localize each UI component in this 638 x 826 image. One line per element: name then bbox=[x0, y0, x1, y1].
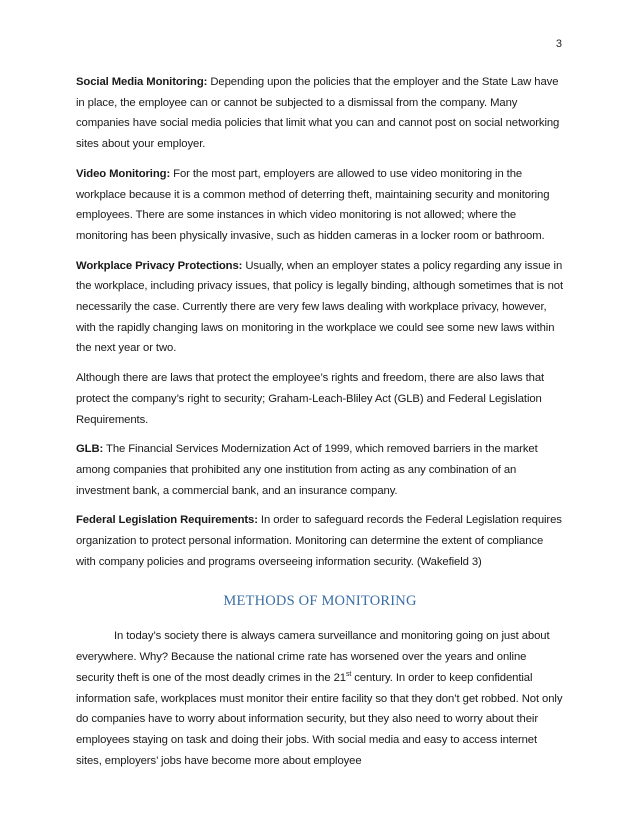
paragraph-federal-legislation bbox=[76, 510, 564, 572]
paragraph-video-monitoring bbox=[76, 164, 564, 247]
section-heading: METHODS OF MONITORING bbox=[223, 593, 417, 610]
superscript-st: st bbox=[345, 671, 352, 679]
paragraph-text: Although there are laws that protect the employee’s rights and freedom, there are also laws that protect the company’s right to security; Graham-Leach-Bliley Act (GLB) and Federal Legislation Requirements. bbox=[76, 372, 545, 426]
paragraph-glb bbox=[76, 439, 564, 501]
paragraph-laws-overview bbox=[76, 368, 564, 430]
paragraph-text: In order to safeguard records the Federal Legislation requires organization to protect personal information. Monitoring can determine the extent of compliance with company policies and programs overseeing information security. (Wakefield 3) bbox=[76, 514, 562, 568]
paragraph-label: Federal Legislation Requirements: bbox=[76, 514, 258, 527]
paragraph-label: Social Media Monitoring: bbox=[76, 76, 208, 88]
page-number: 3 bbox=[555, 38, 562, 50]
paragraph-social-media-monitoring bbox=[76, 72, 564, 155]
paragraph-text-part-1: In today’s society there is always camera surveillance and monitoring going on just about everywhere. Why? Because the national crime rate has worsened over the years and online security theft is one of the most deadly crimes in the 21 bbox=[76, 630, 550, 684]
paragraph-text: Usually, when an employer states a policy regarding any issue in the workplace, including privacy issues, that policy is legally binding, although sometimes that is not necessarily the case. Currently there are very few laws dealing with workplace privacy, however, with the rapidly changing laws on monitoring in the workplace we could see some new laws within the next year or two. bbox=[76, 259, 564, 355]
paragraph-text: The Financial Services Modernization Act of 1999, which removed barriers in the market among companies that prohibited any one institution from acting as any combination of an investment bank, a commercial bank, and an insurance company. bbox=[76, 443, 538, 497]
paragraph-label: Video Monitoring: bbox=[76, 167, 171, 180]
paragraph-text-part-2: century. In order to keep confidential information safe, workplaces must monitor their entire facility so that they don’t get robbed. Not only do companies have to worry about information security, but they also need to worry about their employees staying on task and doing their jobs. With social media and easy to access internet sites, employers’ jobs have become more about employee bbox=[76, 671, 563, 767]
section-body-paragraph bbox=[76, 626, 564, 771]
paragraph-workplace-privacy bbox=[76, 256, 564, 360]
paragraph-text: Depending upon the policies that the employer and the State Law have in place, the employee can or cannot be subjected to a dismissal from the company. Many companies have social media policies that limit what you can and cannot post on social networking sites about your employer. bbox=[76, 76, 560, 151]
paragraph-label: GLB: bbox=[76, 443, 104, 456]
paragraph-text: For the most part, employers are allowed to use video monitoring in the workplace because it is a common method of deterring theft, maintaining security and monitoring employees. There are some instances in which video monitoring is not allowed; where the monitoring has been physically invasive, such as hidden cameras in a locker room or bathroom. bbox=[76, 167, 550, 242]
document-body bbox=[76, 72, 564, 780]
paragraph-label: Workplace Privacy Protections: bbox=[76, 259, 243, 272]
